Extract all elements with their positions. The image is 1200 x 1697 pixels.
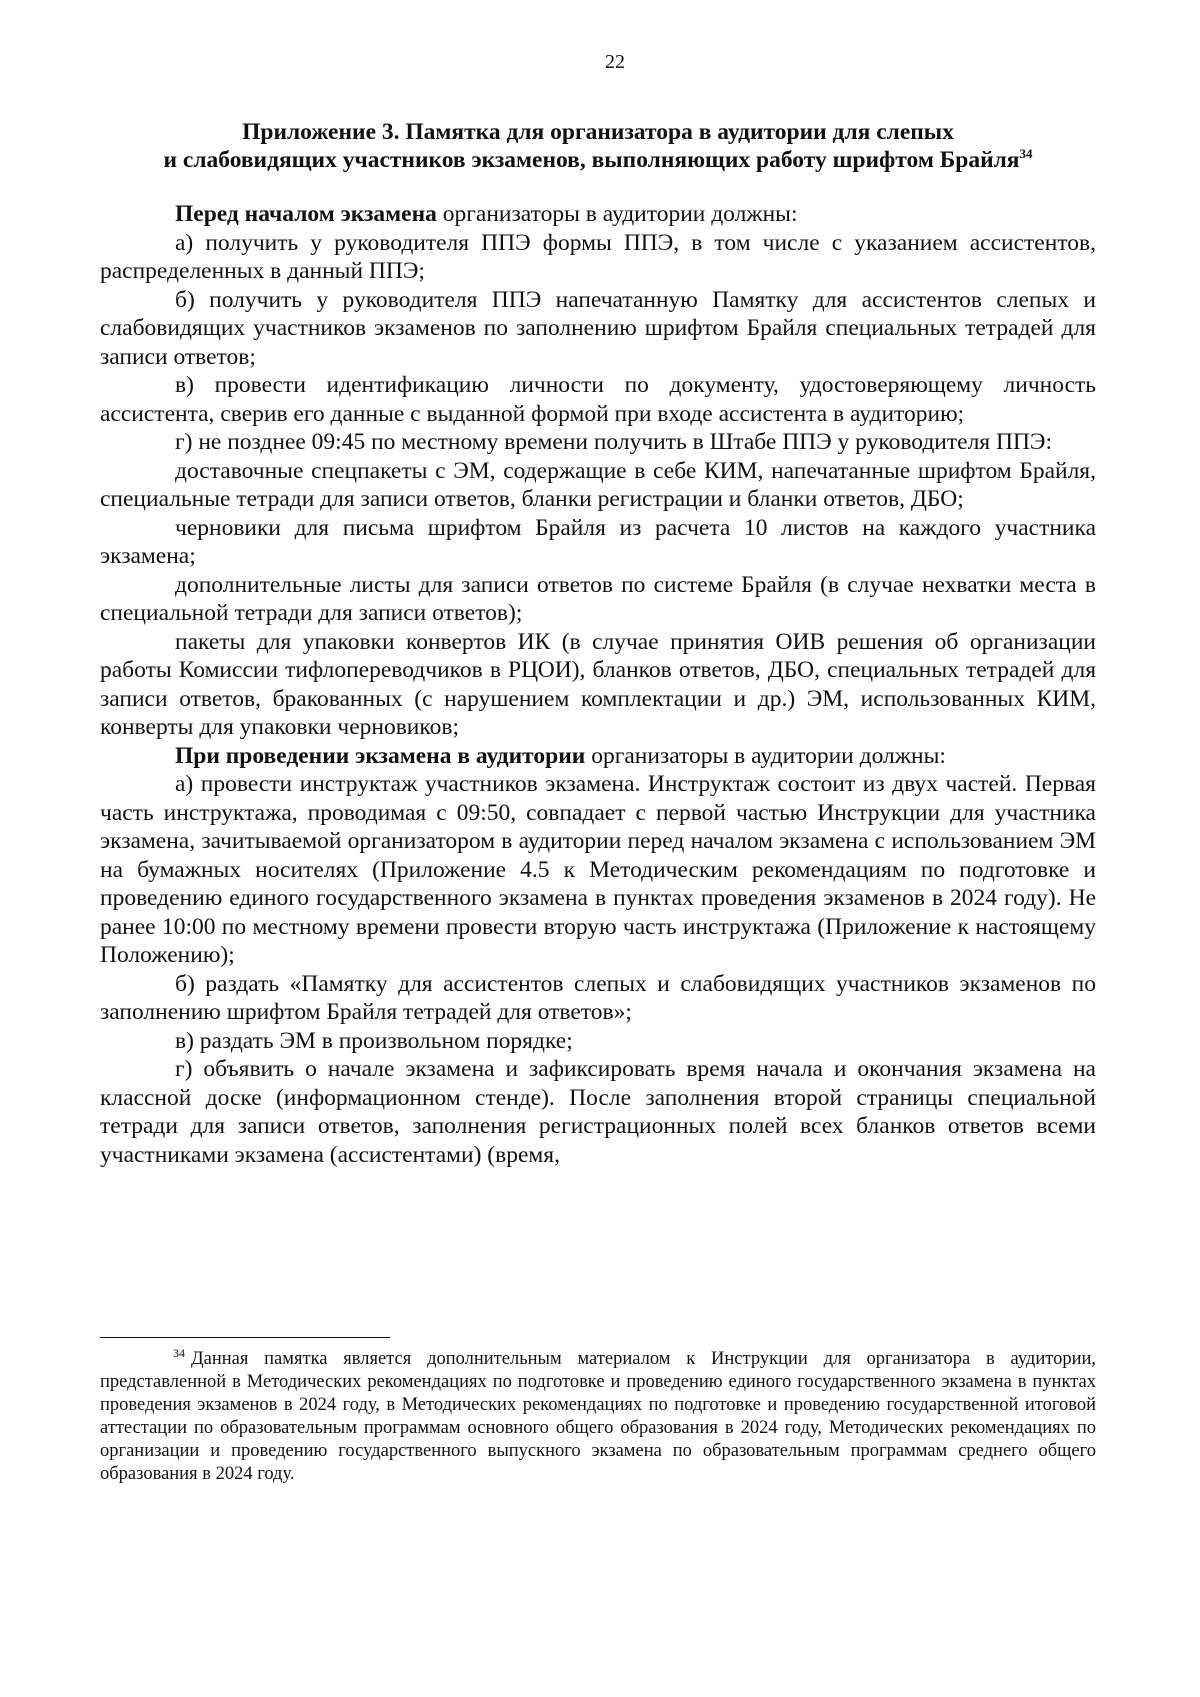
paragraph [100, 371, 1096, 428]
paragraph [100, 1027, 1096, 1056]
footnote [100, 1345, 1096, 1486]
title-line-2-text: и слабовидящих участников экзаменов, выполняющих работу шрифтом Брайля [163, 147, 1020, 173]
paragraph [100, 970, 1096, 1027]
paragraph-text: а) получить у руководителя ППЭ формы ППЭ, в том числе с указанием ассистентов, распределенных в данный ППЭ; [100, 229, 1096, 284]
footnote-text: Данная памятка является дополнительным материалом к Инструкции для организатора в аудитории, представленной в Методических рекомендациях по подготовке и проведению единого государственного экзамена в пунктах проведения экзаменов в 2024 году, в Методических рекомендациях по подготовке и проведению государственной итоговой аттестации по образовательным программам основного общего образования в 2024 году, Методических рекомендациях по организации и проведению государственного выпускного экзамена по образовательным программам среднего общего образования в 2024 году. [100, 1349, 1096, 1484]
footnote-number: 34 [173, 1345, 185, 1360]
paragraph [100, 286, 1096, 372]
paragraph-text: черновики для письма шрифтом Брайля из расчета 10 листов на каждого участника экзамена; [100, 514, 1096, 569]
paragraph-text: г) объявить о начале экзамена и зафиксировать время начала и окончания экзамена на классной доске (информационном стенде). После заполнения второй страницы специальной тетради для записи ответов, заполнения регистрационных полей всех бланков ответов всеми участниками экзамена (ассистентами) (время, [100, 1056, 1096, 1168]
paragraph-bold-lead: Перед началом экзамена [175, 201, 437, 227]
paragraph-text: пакеты для упаковки конвертов ИК (в случае принятия ОИВ решения об организации работы Комиссии тифлопереводчиков в РЦОИ), бланков ответов, ДБО, специальных тетрадей для записи ответов, бракованных (с нарушением комплектации и др.) ЭМ, использованных КИМ, конверты для упаковки черновиков; [100, 628, 1096, 740]
paragraph [100, 428, 1096, 457]
paragraph-text: организаторы в аудитории должны: [585, 742, 946, 769]
paragraph-text: а) провести инструктаж участников экзамена. Инструктаж состоит из двух частей. Первая часть инструктажа, проводимая с 09:50, совпадает с первой частью Инструкции для участника экзамена, зачитываемой организатором в аудитории перед началом экзамена с использованием ЭМ на бумажных носителях (Приложение 4.5 к Методическим рекомендациям по подготовке и проведению единого государственного экзамена в пунктах проведения экзаменов в 2024 году). Не ранее 10:00 по местному времени провести вторую часть инструктажа (Приложение к настоящему Положению); [100, 771, 1096, 968]
paragraph-text: в) провести идентификацию личности по документу, удостоверяющему личность ассистента, сверив его данные с выданной формой при входе ассистента в аудиторию; [100, 372, 1096, 427]
paragraph-text: в) раздать ЭМ в произвольном порядке; [175, 1027, 573, 1054]
paragraph [100, 457, 1096, 514]
paragraph-text: г) не позднее 09:45 по местному времени получить в Штабе ППЭ у руководителя ППЭ: [175, 429, 1052, 455]
paragraph [100, 742, 1096, 771]
paragraph-bold-lead: При проведении экзамена в аудитории [175, 742, 586, 769]
paragraph-text: доставочные спецпакеты с ЭМ, содержащие в себе КИМ, напечатанные шрифтом Брайля, специальные тетради для записи ответов, бланки регистрации и бланки ответов, ДБО; [100, 457, 1096, 512]
paragraph [100, 229, 1096, 286]
document-body [100, 200, 1096, 1169]
paragraph-text: дополнительные листы для записи ответов по системе Брайля (в случае нехватки места в специальной тетради для записи ответов); [100, 571, 1096, 626]
title-footnote-ref[interactable]: 34 [1019, 146, 1033, 162]
paragraph [100, 628, 1096, 742]
paragraph [100, 200, 1096, 229]
paragraph-text: организаторы в аудитории должны: [436, 201, 798, 227]
footnote-divider [100, 1337, 390, 1338]
appendix-title [100, 118, 1096, 174]
page-number: 22 [605, 51, 625, 73]
title-line-2 [100, 146, 1096, 174]
paragraph [100, 1055, 1096, 1169]
paragraph-text: б) раздать «Памятку для ассистентов слепых и слабовидящих участников экзаменов по заполнению шрифтом Брайля тетрадей для ответов»; [100, 970, 1096, 1025]
paragraph-text: б) получить у руководителя ППЭ напечатанную Памятку для ассистентов слепых и слабовидящих участников экзаменов по заполнению шрифтом Брайля специальных тетрадей для записи ответов; [100, 286, 1096, 370]
title-line-1: Приложение 3. Памятка для организатора в аудитории для слепых [242, 119, 954, 145]
paragraph [100, 514, 1096, 571]
paragraph [100, 770, 1096, 970]
paragraph [100, 571, 1096, 628]
